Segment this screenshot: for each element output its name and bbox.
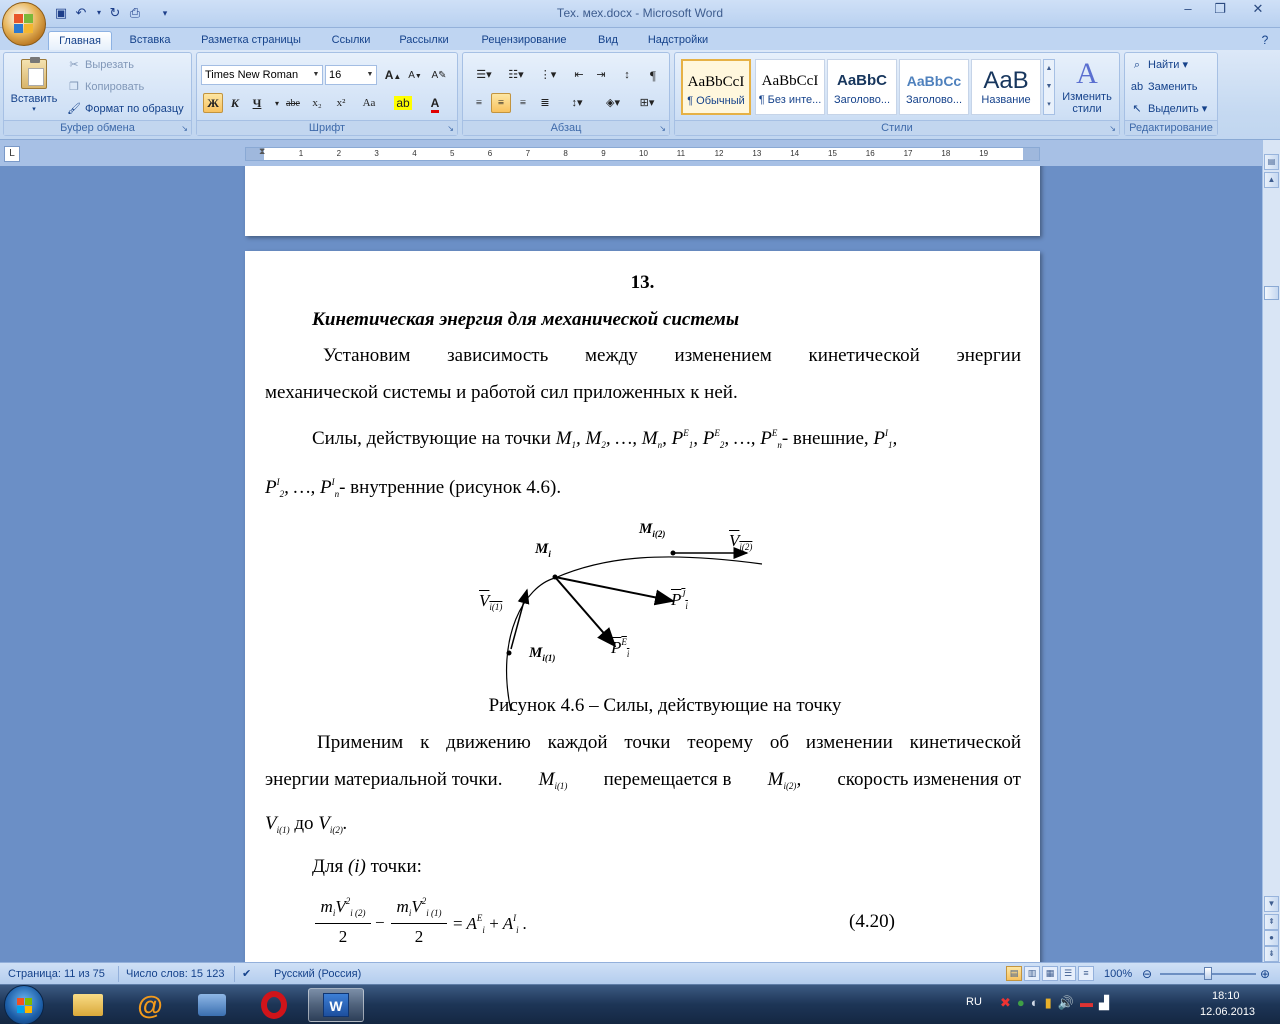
style-sample: AaBbCcI [761,73,819,89]
paste-button[interactable] [8,57,60,119]
shading-icon[interactable]: ◈▾ [606,97,620,109]
formula-mi2: $M_{i(2)}$, [767,769,802,791]
editing-group [1124,52,1218,136]
previous-page[interactable] [245,166,1040,236]
language-indicator[interactable]: Русский (Россия) [274,968,362,980]
style-name: ¶ Обычный [687,95,745,107]
current-page[interactable]: 13. Кинетическая энергия для механической системы Установим зависимость между изменением кинетической энергии механической системы и работой сил приложенных к ней. Силы, действующие на точки $M_1$, $M_2$, …, $M_n$, $P^E_1$, $P^E_2$, …, $P^E_n-$ внешние, $P^I_1$, $P^I_2$, …, $P^I_n-$ внутренние (рисунок 4.6). $M_i$ $M_{i(2)}$ $M_{i(1)}$ $V_{i(2)}$ $V_{i(1)}$ $P^J_i$ $P^E_i$ Рисунок 4.6 – Силы, действующие на точку Применим к движению каждой точки теорему об изменении кинетической энергии материальной точки. $M_{i(1)}$ перемещается в $M_{i(2)}$, скорость изменения от $V_{i(1)}$ до $V_{i(2)}$. Для (i) точки: $m_iV^2_{i (2)}$ 2 − $m_iV^2_{i (1)}$ 2 = $A^E_i + A^I_i$ . (4.20) [245,251,1040,962]
change-styles-button[interactable] [1059,57,1115,121]
ruler-tick-label: 19 [979,149,989,158]
style-name: Заголово... [833,94,891,106]
status-separator [234,966,235,982]
ruler-tick-label: 9 [601,149,606,158]
office-button[interactable] [2,2,46,46]
outline-icon[interactable]: ☰ [1060,966,1076,981]
formula-vi2: $V_{i(2)}$. [318,813,348,835]
ruler-tick-label: 4 [412,149,417,158]
font-size-value: 16 [329,69,342,81]
vector-v1 [511,590,527,649]
update-icon[interactable]: ◐ [1030,995,1045,1010]
ruler-tick-label: 17 [903,149,913,158]
tab-review[interactable]: Рецензирование [481,34,567,46]
opera-icon [261,991,287,1019]
label-mi2-sub: i(2) [652,529,666,539]
font-launcher-icon[interactable]: ↘ [447,124,454,133]
browse-object-icon[interactable]: ● [1264,930,1279,946]
replace-icon: ab [1130,81,1144,94]
font-size-combo[interactable] [325,65,377,85]
label-pe-sub: i [626,649,630,659]
clock-time[interactable]: 18:10 [1212,990,1240,1002]
font-name-combo[interactable] [201,65,323,85]
spellcheck-icon[interactable]: ✔ [242,968,252,980]
network-icon [198,994,226,1016]
ruler-toggle-icon[interactable]: ▤ [1264,154,1279,170]
ruler-tick-label: 2 [336,149,342,158]
save-icon[interactable]: ▣ [54,5,68,20]
folder-icon [73,994,103,1016]
tab-home[interactable]: Главная [48,31,112,50]
borders-icon[interactable]: ⊞▾ [639,97,655,109]
increase-indent-icon[interactable]: ⇥ [596,69,606,81]
replace-label: Заменить [1148,81,1198,93]
ruler-tick-label: 15 [828,149,837,158]
title-bar [0,0,1280,28]
formula-vi1: $V_{i(1)}$ [265,813,290,835]
next-page-icon[interactable]: ⇟ [1264,946,1279,962]
font-name-value: Times New Roman [205,69,299,81]
formula-internal-first: $P^I_1$, [873,428,898,450]
clear-format-icon[interactable]: A✎ [431,70,447,81]
bullets-icon[interactable]: ☰▾ [476,69,492,81]
cut-label: Вырезать [85,59,134,71]
opera-taskbar-button[interactable] [248,988,300,1022]
zoom-slider[interactable] [1160,973,1256,975]
chevron-down-icon: ▼ [366,71,374,78]
grow-font-icon[interactable]: A▲ [384,68,402,82]
style-heading-1[interactable] [827,59,897,115]
paste-label: Вставить [10,93,58,105]
ruler-tick-label: 1 [298,149,304,158]
taskbar [0,984,1280,1024]
antivirus-icon[interactable]: ✖ [1000,995,1017,1010]
select-button[interactable]: ↖ Выделить ▾ [1129,99,1207,119]
label-v1-main: V [479,591,490,610]
styles-launcher-icon[interactable]: ↘ [1109,124,1116,133]
label-pe-sup: E [621,637,627,647]
label-mi2-main: M [639,521,653,537]
style-name: ¶ Без инте... [758,94,822,106]
shrink-font-icon[interactable]: A▼ [408,70,422,81]
draft-icon[interactable]: ≡ [1078,966,1094,981]
highlight-icon[interactable]: ab [396,96,410,110]
ruler-tick-label: 7 [525,149,531,158]
chevron-down-icon: ▼ [312,71,320,78]
paragraph-1-line-2: механической системы и работой сил приложенных к ней. [265,382,738,403]
paragraph-4 [312,856,422,878]
ribbon-tabs [0,28,1280,50]
style-normal[interactable] [681,59,751,115]
ruler-tick-label: 8 [563,149,568,158]
section-heading: Кинетическая энергия для механической системы [312,309,740,330]
ruler-tick-label: 16 [865,149,875,158]
document-workspace[interactable] [0,166,1262,962]
formula-internal: $P^I_2$, …, $P^I_n$ [265,477,340,499]
figure-label-pj [671,589,688,611]
tab-insert[interactable]: Вставка [129,34,171,46]
print-layout-icon[interactable]: ▤ [1006,966,1022,981]
underline-dropdown-icon[interactable]: ▾ [274,99,279,108]
style-no-spacing[interactable] [755,59,825,115]
change-styles-icon: A [1076,57,1098,90]
zoom-slider-thumb[interactable] [1204,967,1212,980]
superscript-button[interactable]: x² [336,97,346,109]
clock-date[interactable]: 12.06.2013 [1200,1006,1256,1018]
label-mi-main: M [535,541,549,557]
clipboard-launcher-icon[interactable]: ↘ [181,124,188,133]
network-status-icon[interactable]: ▟ [1098,995,1115,1010]
ruler-tick-label: 18 [941,149,951,158]
formula-points: $M_1$, $M_2$, …, $M_n$, $P^E_1$, $P^E_2$, …, $P^E_n$ [555,428,782,450]
explorer-taskbar-button[interactable] [62,988,114,1022]
office-logo-icon [14,14,34,34]
customize-toolbar-icon[interactable]: ▾ [162,8,168,18]
paragraph-1-line-1: Установим зависимость между изменением кинетической энергии [323,345,1021,366]
horizontal-ruler[interactable] [245,147,1040,161]
label-mi1-sub: i(1) [542,653,556,663]
previous-page-icon[interactable]: ⇞ [1264,914,1279,930]
paragraph-group-label: Абзац [463,120,669,135]
style-sample: AaB [983,68,1029,94]
italic-button[interactable]: К [230,96,240,110]
style-sample: AaBbC [836,72,887,89]
word-icon: W [323,993,349,1017]
style-title[interactable] [971,59,1041,115]
paragraph-2-lead: Силы, действующие на точки [312,428,551,449]
style-name: Название [981,94,1031,106]
figure-label-pe [611,637,629,659]
label-pj-sub: i [685,601,688,611]
figure-label-v1 [479,591,502,612]
minimize-icon[interactable]: – [1184,1,1192,16]
format-painter-label: Формат по образцу [85,103,184,115]
bold-button[interactable]: Ж [203,93,223,113]
styles-scroll[interactable]: ▲ ▼ ▾ [1043,59,1055,115]
formula-mi1: $M_{i(1)}$ [538,769,568,791]
web-layout-icon[interactable]: ▦ [1042,966,1058,981]
undo-icon[interactable]: ↶ [75,5,87,20]
align-center-icon[interactable]: ≡ [491,93,511,113]
replace-button[interactable] [1129,77,1197,97]
paragraph-3-line-1: Применим к движению каждой точки теорему об изменении кинетической [317,732,1021,753]
find-label: Найти [1148,59,1180,71]
zoom-in-icon[interactable]: ⊕ [1260,967,1271,981]
battery-icon[interactable]: ▮ [1044,995,1058,1010]
find-button[interactable]: ⌕ Найти ▾ [1129,55,1188,75]
tab-selector-icon[interactable]: L [4,146,20,162]
point-mi1 [507,651,512,656]
font-group [196,52,458,136]
skype-icon[interactable]: ● [1016,995,1031,1010]
style-sample: AaBbCcI [687,74,745,90]
paragraph-2-internal: - внутренние (рисунок 4.6). [339,477,562,498]
zoom-out-icon[interactable]: ⊖ [1142,967,1153,981]
styles-group [674,52,1120,136]
figure-label-mi1 [529,645,555,663]
copy-label: Копировать [85,81,145,93]
clipboard-group-label: Буфер обмена [4,120,191,135]
ruler-tick-label: 3 [374,149,379,158]
page-count[interactable]: Страница: 11 из 75 [8,968,105,980]
figure-label-mi [535,541,551,559]
tab-mailings[interactable]: Рассылки [399,34,449,46]
ruler-tick-label: 13 [752,149,762,158]
justify-icon[interactable]: ≣ [540,97,550,109]
tab-page-layout[interactable]: Разметка страницы [201,34,301,46]
zoom-level[interactable]: 100% [1104,968,1133,980]
paragraph-3-line-2a: энергии материальной точки. [265,769,503,790]
label-v2-sub: i(2) [739,542,753,552]
clipboard-icon [21,59,47,89]
label-pj-main: P [671,590,682,609]
editing-group-label: Редактирование [1125,120,1217,135]
paragraph-4-c: точки: [370,856,422,877]
redo-icon[interactable]: ↻ [109,5,121,20]
label-v2-main: V [729,531,740,550]
paragraph-group [462,52,670,136]
font-group-label: Шрифт [197,120,457,135]
word-count[interactable]: Число слов: 15 123 [126,968,225,980]
ribbon [0,50,1280,140]
paragraph-4-a: Для [312,856,344,877]
change-case-button[interactable]: Aa [362,97,376,109]
line-spacing-icon[interactable]: ↕▾ [571,97,583,109]
label-mi-sub: i [548,549,551,559]
trajectory-curve [507,557,762,711]
cut-button[interactable] [66,55,134,75]
paste-dropdown-icon: ▾ [32,106,36,113]
mail-agent-taskbar-button[interactable] [124,988,176,1022]
font-color-icon[interactable]: A [421,93,449,113]
figure-label-v2 [729,531,752,552]
status-bar [0,962,1280,984]
styles-group-label: Стили [675,120,1119,135]
change-styles-label: Изменить стили [1062,91,1112,115]
tab-addins[interactable]: Надстройки [647,34,709,46]
ruler-tick-label: 12 [714,149,724,158]
style-sample: AaBbCc [906,73,962,89]
help-icon[interactable]: ? [1261,33,1269,47]
paragraph-2-line-1 [312,428,897,450]
copy-button[interactable] [66,77,144,97]
clipboard-group [3,52,192,136]
paragraph-launcher-icon[interactable]: ↘ [659,124,666,133]
brush-icon: 🖌 [67,103,81,116]
select-label: Выделить [1148,103,1199,115]
show-marks-icon[interactable]: ¶ [650,68,656,83]
label-pe-main: P [611,638,622,657]
undo-dropdown-icon[interactable]: ▾ [96,8,101,17]
ruler-tick-label: 11 [676,149,686,158]
close-icon[interactable]: ✕ [1252,1,1264,16]
at-sign-icon: @ [137,990,163,1020]
indent-marker-icon[interactable]: ⧗ [259,146,266,156]
scroll-up-icon[interactable]: ▲ [1264,172,1279,188]
start-button[interactable] [4,985,44,1024]
strikethrough-button[interactable]: abe [286,98,300,109]
align-right-icon[interactable]: ≡ [519,97,527,109]
label-pj-sup: J [681,589,686,599]
vertical-scrollbar[interactable] [1262,140,1280,962]
ruler-tick-label: 5 [450,149,455,158]
ruler-tick-label: 10 [639,149,648,158]
tab-references[interactable]: Ссылки [331,34,371,46]
full-screen-reading-icon[interactable]: ▥ [1024,966,1040,981]
paragraph-3-line-2c: скорость изменения от [837,769,1021,790]
paragraph-4-b: (i) [347,856,366,877]
numbering-icon[interactable]: ☷▾ [508,69,524,81]
word-taskbar-button[interactable] [308,988,364,1022]
flag-ru-icon[interactable]: ▬ [1079,995,1099,1010]
align-left-icon[interactable]: ≡ [475,97,483,109]
subscript-button[interactable]: x₂ [312,97,322,109]
paragraph-2-external: - внешние, [781,428,869,449]
paragraph-3-line-3 [265,813,348,835]
ruler-area [0,140,1262,166]
scissors-icon: ✂ [69,59,79,72]
paragraph-3-line-2b: перемещается в [603,769,732,790]
volume-icon[interactable]: 🔊 [1057,995,1080,1010]
decrease-indent-icon[interactable]: ⇤ [574,69,584,81]
binoculars-icon: ⌕ [1133,59,1141,72]
equation-number: (4.20) [849,911,895,932]
scroll-thumb[interactable] [1264,286,1279,300]
label-v1-sub: i(1) [489,602,503,612]
tray-icons[interactable] [1000,995,1115,1011]
restore-icon[interactable]: ❐ [1214,1,1226,16]
ruler-right-margin [1023,148,1039,160]
paragraph-3-line-3-text: до [294,813,314,834]
copy-icon: ❐ [69,81,79,94]
ruler-tick-label: 14 [790,149,800,158]
paragraph-3-line-2 [265,769,1021,791]
window-title: Тех. мех.docx - Microsoft Word [556,6,724,20]
input-language[interactable]: RU [966,996,982,1008]
underline-button[interactable]: Ч [252,96,262,110]
ruler-tick-label: 6 [487,149,493,158]
scroll-down-icon[interactable]: ▼ [1264,896,1279,912]
style-name: Заголово... [905,94,963,106]
figure-label-mi2 [639,521,665,539]
windows-logo-icon [17,998,33,1014]
format-painter-button[interactable] [66,99,184,119]
network-taskbar-button[interactable] [186,988,238,1022]
page-number: 13. [630,272,655,293]
cursor-icon: ↖ [1132,103,1142,116]
style-heading-2[interactable] [899,59,969,115]
status-separator [118,966,119,982]
sort-icon[interactable]: ↕ [624,69,630,81]
tab-view[interactable]: Вид [598,34,618,46]
figure-caption: Рисунок 4.6 – Силы, действующие на точку [488,695,842,716]
label-mi1-main: M [529,645,543,661]
print-icon[interactable]: ⎙ [129,5,141,20]
paragraph-2-line-2 [265,477,561,499]
multilevel-list-icon[interactable]: ⋮▾ [539,69,557,81]
